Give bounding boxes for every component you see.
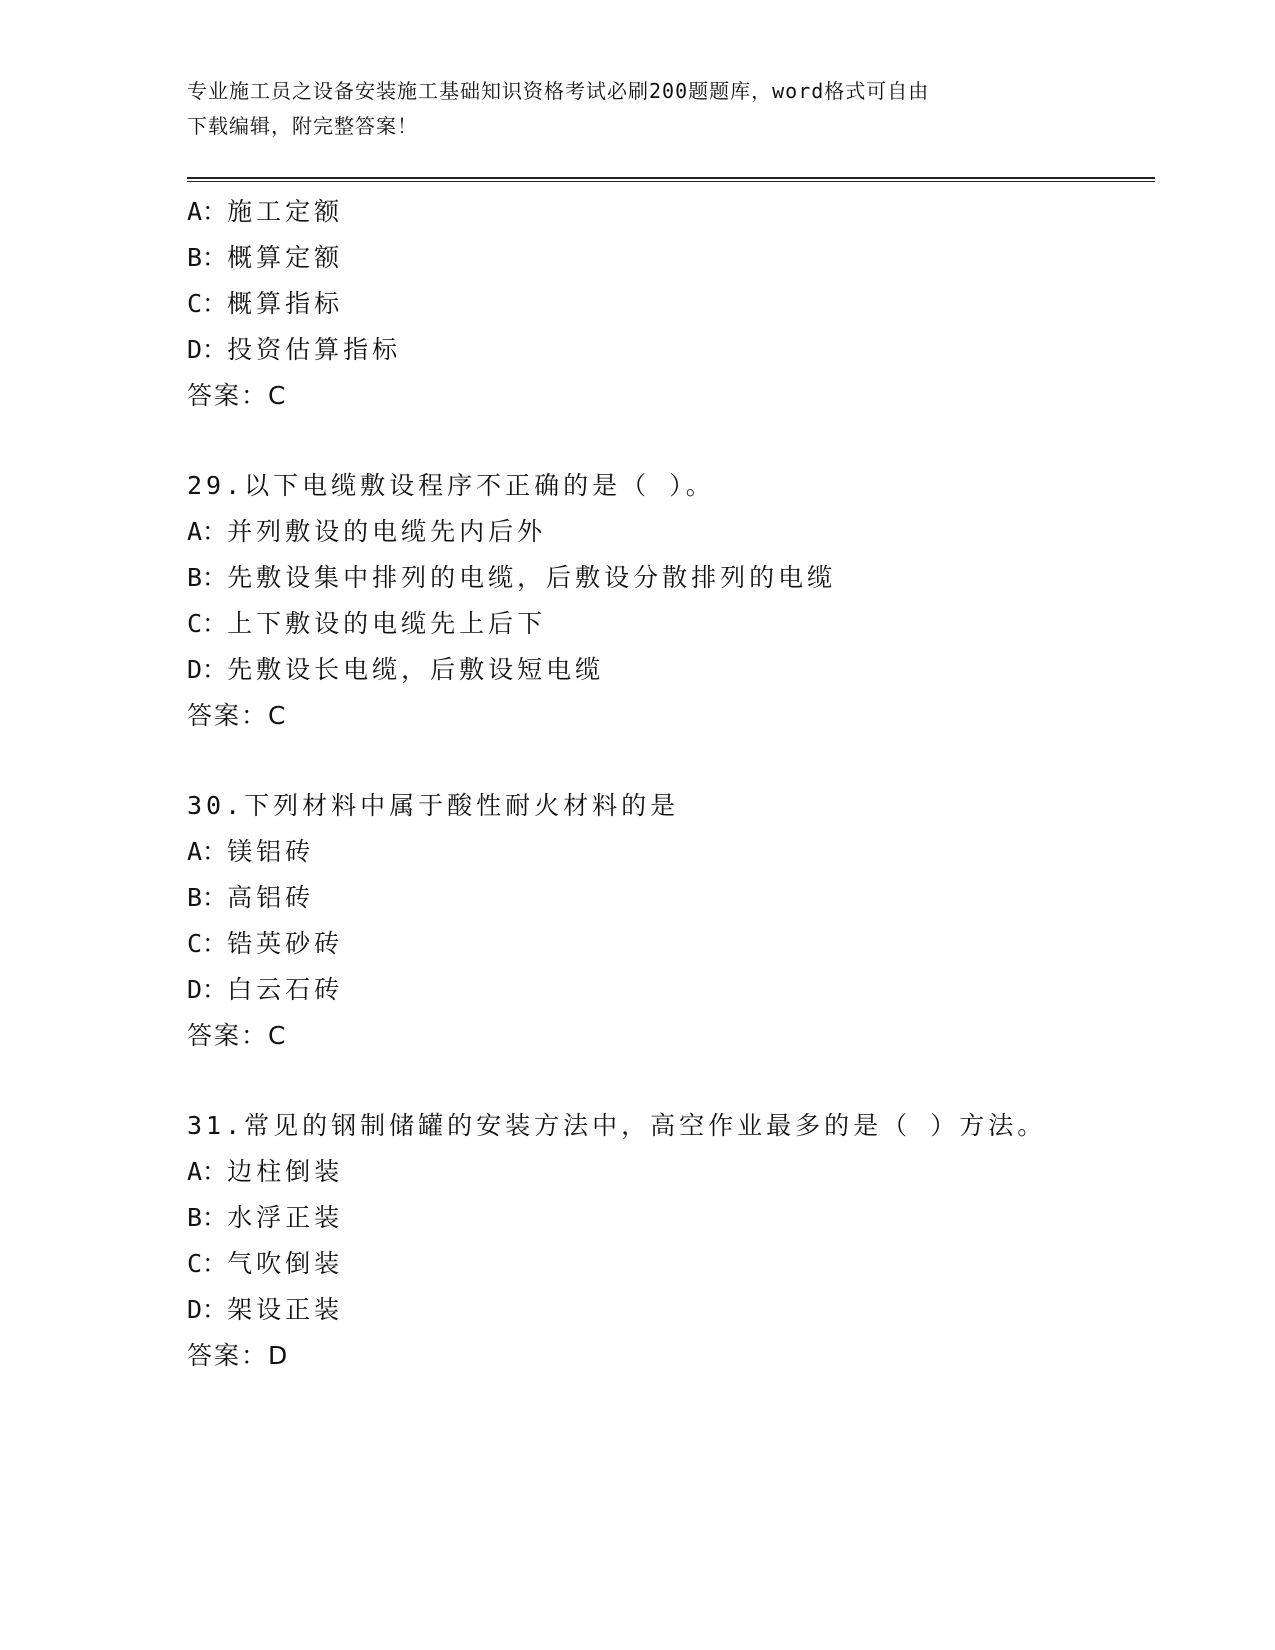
answer-line: 答案：D <box>187 1341 290 1370</box>
question-stem: 31.常见的钢制储罐的安装方法中，高空作业最多的是（ ）方法。 <box>187 1111 1047 1140</box>
answer-line: 答案：C <box>187 381 288 410</box>
question-29 <box>187 463 1155 739</box>
option-a: A：施工定额 <box>187 197 344 226</box>
option-d: D：投资估算指标 <box>187 335 402 364</box>
option-b: B：水浮正装 <box>187 1203 344 1232</box>
option-b: B：概算定额 <box>187 243 344 272</box>
header-divider <box>187 177 1155 182</box>
question-stem: 30.下列材料中属于酸性耐火材料的是 <box>187 791 680 820</box>
question-stem: 29.以下电缆敷设程序不正确的是（ ）。 <box>187 471 715 500</box>
option-c: C：气吹倒装 <box>187 1249 344 1278</box>
question-list <box>187 189 1155 1379</box>
option-c: C：上下敷设的电缆先上后下 <box>187 609 547 638</box>
option-c: C：锆英砂砖 <box>187 929 344 958</box>
question-31 <box>187 1103 1155 1379</box>
option-a: A：边柱倒装 <box>187 1157 344 1186</box>
header-line-2: 下载编辑，附完整答案！ <box>187 114 418 138</box>
option-b: B：先敷设集中排列的电缆，后敷设分散排列的电缆 <box>187 563 837 592</box>
header-line-1: 专业施工员之设备安装施工基础知识资格考试必刷200题题库，word格式可自由 <box>187 79 930 103</box>
answer-line: 答案：C <box>187 701 288 730</box>
option-c: C：概算指标 <box>187 289 344 318</box>
option-d: D：先敷设长电缆，后敷设短电缆 <box>187 655 605 684</box>
option-a: A：镁铝砖 <box>187 837 315 866</box>
option-a: A：并列敷设的电缆先内后外 <box>187 517 547 546</box>
answer-line: 答案：C <box>187 1021 288 1050</box>
question-28-continued <box>187 189 1155 419</box>
question-30 <box>187 783 1155 1059</box>
option-d: D：架设正装 <box>187 1295 344 1324</box>
option-b: B：高铝砖 <box>187 883 315 912</box>
document-header <box>187 74 1087 144</box>
option-d: D：白云石砖 <box>187 975 344 1004</box>
